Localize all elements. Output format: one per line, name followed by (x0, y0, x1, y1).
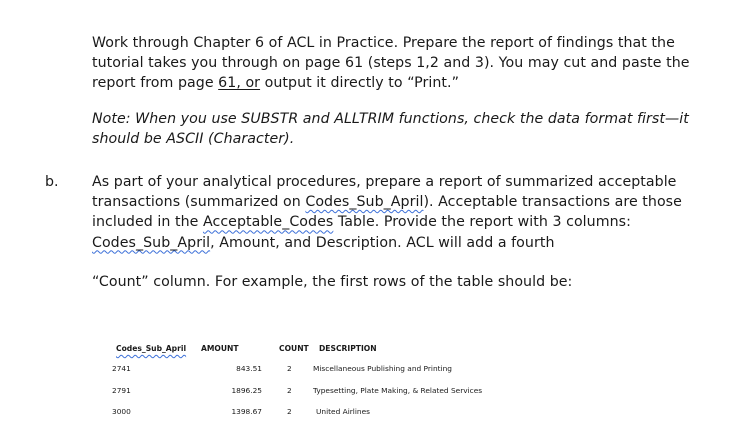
spellcheck-word: Acceptable_Codes (202, 214, 334, 231)
list-marker: b. (45, 174, 59, 190)
table-cell-amount: 843.51 (236, 364, 262, 373)
spellcheck-word: Codes_Sub_April (92, 234, 211, 251)
table-cell-code: 2791 (112, 386, 131, 395)
table-cell-description: Typesetting, Plate Making, & Related Services (313, 386, 483, 395)
paragraph-text: , Amount, and Description. ACL will add a fourth (210, 234, 555, 251)
table-cell-count: 2 (287, 364, 292, 373)
paragraph-text: output it directly to “Print.” (260, 75, 460, 92)
header-codes: Codes_Sub_April (116, 344, 187, 353)
table-cell-code: 3000 (112, 407, 131, 416)
instruction-paragraph (92, 33, 692, 94)
table-cell-amount: 1896.25 (231, 386, 262, 395)
note-paragraph: Note: When you use SUBSTR and ALLTRIM functions, check the data format first—it should be ASCII (Character). (92, 111, 689, 148)
table-cell-count: 2 (287, 386, 292, 395)
page-reference-link: 61, or (218, 75, 261, 92)
spellcheck-word: Codes_Sub_April (305, 194, 424, 211)
table-cell-description: United Airlines (316, 407, 370, 416)
item-b-continuation: “Count” column. For example, the first rows of the table should be: (92, 274, 573, 290)
header-count: COUNT (279, 344, 309, 353)
paragraph-text: ). Acceptable transactions are those included in the (92, 194, 682, 231)
paragraph-text: Table. Provide the report with 3 columns: (333, 214, 631, 231)
table-cell-count: 2 (287, 407, 292, 416)
header-amount: AMOUNT (201, 344, 239, 353)
paragraph-text: Work through Chapter 6 of ACL in Practice. Prepare the report of findings that the tutorial takes you through on page 61 (steps 1,2 and 3). You may cut and paste the report from page (92, 35, 690, 92)
header-description: DESCRIPTION (319, 344, 377, 353)
item-b-paragraph (92, 172, 692, 253)
table-cell-description: Miscellaneous Publishing and Printing (313, 364, 452, 373)
table-cell-code: 2741 (112, 364, 131, 373)
paragraph-text: As part of your analytical procedures, prepare a report of summarized acceptable transactions (summarized on (92, 174, 677, 211)
table-cell-amount: 1398.67 (231, 407, 262, 416)
